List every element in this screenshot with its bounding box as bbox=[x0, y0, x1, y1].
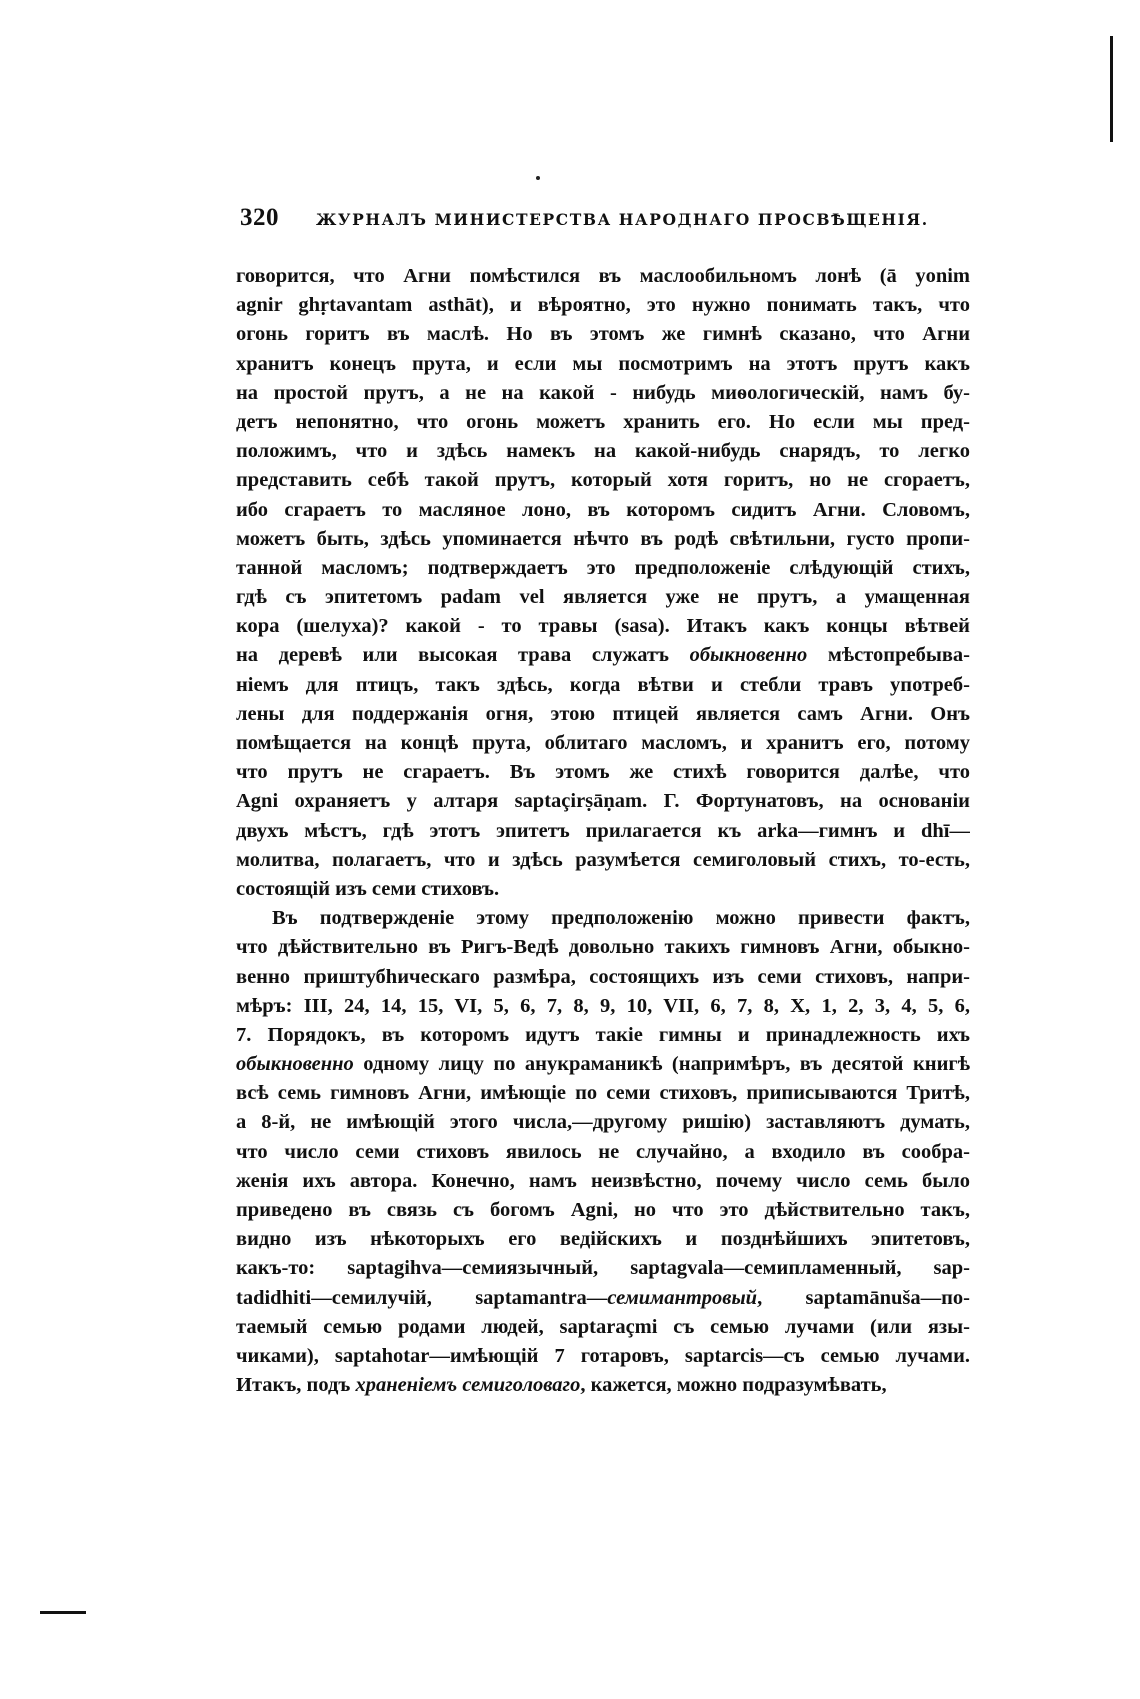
text-line: что число семи стиховъ явилось не случайно, а входило въ сообра- bbox=[236, 1140, 970, 1163]
text-line: обыкновенно одному лицу по анукраманикѣ (напримѣръ, въ десятой книгѣ bbox=[236, 1053, 970, 1076]
text-line: что прутъ не сгараетъ. Въ этомъ же стихѣ говорится далѣе, что bbox=[236, 761, 970, 784]
text-line: ибо сгараетъ то масляное лоно, въ которомъ сидитъ Агни. Словомъ, bbox=[236, 498, 970, 521]
text-line: какъ-то: saptagihva—семиязычный, saptagvala—семипламенный, sap- bbox=[236, 1257, 970, 1280]
text-line: венно приштубhическаго размѣра, состоящихъ изъ семи стиховъ, напри- bbox=[236, 965, 970, 988]
text-line: agnir ghṛtavantam asthāt), и вѣроятно, это нужно понимать такъ, что bbox=[236, 294, 970, 317]
text-line: Въ подтвержденіе этому предположенію можно привести фактъ, bbox=[272, 907, 970, 930]
text-line: состоящій изъ семи стиховъ. bbox=[236, 877, 500, 900]
text-line: таемый семью родами людей, saptaraçmi съ семью лучами (или язы- bbox=[236, 1315, 970, 1338]
text-line: хранитъ конецъ прута, и если мы посмотримъ на этотъ прутъ какъ bbox=[236, 352, 970, 375]
text-line: Итакъ, подъ храненіемъ семиголоваго, кажется, можно подразумѣвать, bbox=[236, 1374, 887, 1397]
text-line: положимъ, что и здѣсь намекъ на какой-нибудь снарядъ, то легко bbox=[236, 440, 970, 463]
text-line: чиками), saptahotar—имѣющій 7 готаровъ, saptarcis—съ семью лучами. bbox=[236, 1344, 970, 1367]
text-line: танной масломъ; подтверждаетъ это предположеніе слѣдующій стихъ, bbox=[236, 556, 970, 579]
text-line: мѣръ: III, 24, 14, 15, VI, 5, 6, 7, 8, 9, 10, VII, 6, 7, 8, X, 1, 2, 3, 4, 5, 6, bbox=[236, 994, 970, 1017]
running-head: ЖУРНАЛЪ МИНИСТЕРСТВА НАРОДНАГО ПРОСВѢЩЕНІЯ. bbox=[316, 210, 929, 229]
text-line: Agni охраняетъ у алтаря saptaçirṣāṇam. Г. Фортунатовъ, на основаніи bbox=[236, 790, 970, 813]
text-line: огонь горитъ въ маслѣ. Но въ этомъ же гимнѣ сказано, что Агни bbox=[236, 323, 970, 346]
text-line: видно изъ нѣкоторыхъ его ведійскихъ и позднѣйшихъ эпитетовъ, bbox=[236, 1228, 970, 1251]
text-line: кора (шелуха)? какой - то травы (sasa). Итакъ какъ концы вѣтвей bbox=[236, 615, 970, 638]
text-line: tadidhiti—семилучій, saptamantra—семимантровый, saptamānuša—по- bbox=[236, 1286, 970, 1309]
scan-edge-rule bbox=[1110, 36, 1113, 142]
text-line: на простой прутъ, а не на какой - нибудь миѳологическій, намъ бу- bbox=[236, 381, 970, 404]
text-line: приведено въ связь съ богомъ Agni, но что это дѣйствительно такъ, bbox=[236, 1199, 970, 1221]
italic-phrase: обыкновенно bbox=[689, 644, 808, 667]
text-line: гдѣ съ эпитетомъ padam vel является уже не прутъ, а умащенная bbox=[236, 586, 970, 609]
text-line: представить себѣ такой прутъ, который хотя горитъ, но не сгораетъ, bbox=[236, 469, 970, 492]
text-line: ніемъ для птицъ, такъ здѣсь, когда вѣтви и стебли травъ употреб- bbox=[236, 673, 970, 696]
text-line: на деревѣ или высокая трава служатъ обыкновенно мѣстопребыва- bbox=[236, 644, 970, 667]
italic-phrase: храненіемъ семиголоваго bbox=[355, 1374, 581, 1397]
body-text bbox=[236, 262, 970, 1400]
text-line: детъ непонятно, что огонь можетъ хранить его. Но если мы пред- bbox=[236, 410, 970, 433]
text-line: 7. Порядокъ, въ которомъ идутъ такіе гимны и принадлежность ихъ bbox=[236, 1023, 970, 1046]
text-line: что дѣйствительно въ Ригъ-Ведѣ довольно такихъ гимновъ Агни, обыкно- bbox=[236, 936, 970, 959]
italic-phrase: обыкновенно bbox=[236, 1053, 354, 1076]
ink-speck bbox=[536, 176, 540, 180]
page-header bbox=[240, 202, 980, 242]
text-line: лены для поддержанія огня, этою птицей является самъ Агни. Онъ bbox=[236, 702, 970, 725]
italic-phrase: семимантровый bbox=[607, 1286, 758, 1309]
text-line: а 8-й, не имѣющій этого числа,—другому ришію) заставляютъ думать, bbox=[236, 1111, 970, 1134]
page-number: 320 bbox=[240, 204, 279, 231]
margin-dash bbox=[40, 1611, 86, 1614]
text-line: можетъ быть, здѣсь упоминается нѣчто въ родѣ свѣтильни, густо пропи- bbox=[236, 527, 970, 550]
text-line: двухъ мѣстъ, гдѣ этотъ эпитетъ прилагается къ arka—гимнъ и dhī— bbox=[236, 819, 970, 842]
text-line: всѣ семь гимновъ Агни, имѣющіе по семи стиховъ, приписываются Тритѣ, bbox=[236, 1082, 970, 1105]
text-line: помѣщается на концѣ прута, облитаго масломъ, и хранитъ его, потому bbox=[236, 732, 970, 754]
text-line: молитва, полагаетъ, что и здѣсь разумѣется семиголовый стихъ, то-есть, bbox=[236, 848, 970, 871]
text-line: женія ихъ автора. Конечно, намъ неизвѣстно, почему число семь было bbox=[236, 1169, 970, 1192]
text-line: говорится, что Агни помѣстился въ маслообильномъ лонѣ (ā yonim bbox=[236, 265, 970, 287]
